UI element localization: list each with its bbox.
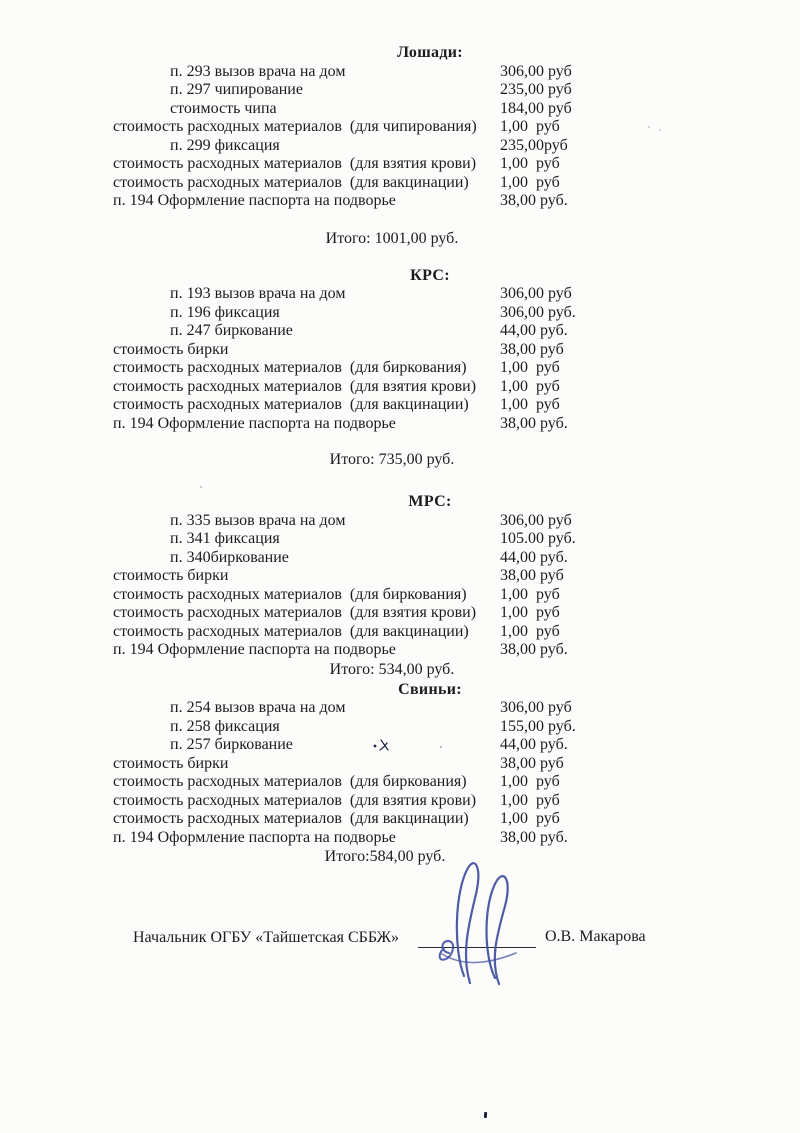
price-row	[0, 359, 800, 378]
row-label: п. 299 фиксация	[170, 136, 280, 154]
scan-artifact-dot	[648, 126, 650, 128]
row-price: 38,00 руб.	[500, 828, 568, 846]
price-row	[0, 63, 800, 82]
row-label: стоимость расходных материалов (для взятия крови)	[113, 377, 477, 395]
price-row	[0, 567, 800, 586]
signatory-title: Начальник ОГБУ «Тайшетская СББЖ»	[133, 929, 399, 946]
row-price: 38,00 руб.	[500, 414, 568, 432]
row-label: п. 194 Оформление паспорта на подворье	[113, 192, 396, 209]
section-title: Лошади:	[397, 44, 463, 61]
row-price: 155,00 руб.	[500, 717, 576, 735]
price-row	[0, 512, 800, 531]
row-label: п. 340биркование	[170, 548, 289, 566]
row-price: 306,00 руб.	[500, 303, 576, 321]
row-label: стоимость расходных материалов (для биркования)	[113, 585, 467, 603]
row-label: п. 341 фиксация	[170, 530, 280, 547]
row-label: стоимость расходных материалов (для чипирования)	[113, 118, 477, 135]
price-row	[0, 396, 800, 415]
price-row	[0, 415, 800, 434]
row-price: 38,00 руб.	[500, 641, 568, 658]
row-price: 1,00 руб	[500, 377, 560, 395]
row-label: стоимость бирки	[113, 567, 229, 584]
price-row	[0, 378, 800, 397]
price-row	[0, 81, 800, 100]
section-horses	[0, 44, 800, 248]
price-row	[0, 530, 800, 549]
row-label: стоимость чипа	[170, 99, 277, 117]
row-label: стоимость расходных материалов (для вакцинации)	[113, 622, 469, 640]
row-price: 1,00 руб	[500, 359, 560, 376]
price-row	[0, 718, 800, 737]
row-price: 44,00 руб.	[500, 736, 568, 753]
price-row	[0, 699, 800, 718]
section-pigs	[0, 681, 800, 867]
row-label: п. 293 вызов врача на дом	[170, 62, 346, 80]
row-price: 184,00 руб	[500, 99, 572, 117]
row-price: 1,00 руб	[500, 118, 560, 135]
row-price: 306,00 руб	[500, 699, 572, 716]
price-row	[0, 118, 800, 137]
row-price: 306,00 руб	[500, 511, 572, 529]
row-label: стоимость расходных материалов (для вакцинации)	[113, 173, 469, 191]
row-price: 1,00 руб	[500, 396, 560, 413]
price-row	[0, 641, 800, 660]
row-price: 235,00руб	[500, 136, 568, 154]
row-price: 44,00 руб.	[500, 322, 568, 339]
row-price: 1,00 руб	[500, 810, 560, 827]
row-price: 1,00 руб	[500, 604, 560, 621]
section-total: Итого: 1001,00 руб.	[325, 229, 459, 247]
scan-artifact-dot	[659, 129, 661, 131]
row-price: 1,00 руб	[500, 173, 560, 191]
price-row	[0, 549, 800, 568]
row-price: 1,00 руб	[500, 585, 560, 603]
price-row	[0, 586, 800, 605]
row-price: 1,00 руб	[500, 155, 560, 172]
row-label: п. 194 Оформление паспорта на подворье	[113, 641, 396, 658]
row-label: стоимость расходных материалов (для биркования)	[113, 359, 467, 376]
row-label: п. 196 фиксация	[170, 303, 280, 321]
price-row	[0, 736, 800, 755]
price-row	[0, 604, 800, 623]
scan-artifact-dot	[200, 486, 202, 488]
row-price: 1,00 руб	[500, 622, 560, 640]
row-label: п. 194 Оформление паспорта на подворье	[113, 414, 396, 432]
row-label: п. 254 вызов врача на дом	[170, 699, 346, 716]
section-small-cattle	[0, 493, 800, 679]
section-total: Итого:584,00 руб.	[324, 848, 446, 865]
scan-artifact-dot	[440, 746, 442, 748]
row-label: стоимость бирки	[113, 340, 229, 358]
row-label: стоимость расходных материалов (для взятия крови)	[113, 791, 477, 809]
section-total: Итого: 735,00 руб.	[329, 451, 455, 468]
row-label: п. 247 биркование	[170, 322, 293, 339]
price-row	[0, 810, 800, 829]
row-price: 105.00 руб.	[500, 530, 576, 547]
price-row	[0, 304, 800, 323]
price-row	[0, 192, 800, 211]
row-price: 1,00 руб	[500, 791, 560, 809]
scan-artifact-speck	[484, 1112, 487, 1118]
section-title: МРС:	[408, 493, 452, 510]
row-price: 306,00 руб	[500, 62, 572, 80]
row-price: 44,00 руб.	[500, 548, 568, 566]
price-row	[0, 341, 800, 360]
row-price: 38,00 руб	[500, 754, 564, 772]
row-price: 235,00 руб	[500, 81, 572, 98]
price-row	[0, 829, 800, 848]
price-row	[0, 623, 800, 642]
price-row	[0, 155, 800, 174]
price-row	[0, 322, 800, 341]
price-list	[0, 44, 800, 866]
section-total: Итого: 534,00 руб.	[329, 660, 455, 678]
row-price: 306,00 руб	[500, 285, 572, 302]
handwritten-signature-ink	[428, 856, 528, 988]
row-price: 1,00 руб	[500, 773, 560, 790]
price-row	[0, 174, 800, 193]
pen-scribble-mark	[372, 737, 396, 752]
row-label: стоимость бирки	[113, 754, 229, 772]
row-label: стоимость расходных материалов (для вакцинации)	[113, 396, 469, 413]
signatory-name: О.В. Макарова	[545, 928, 646, 945]
price-row	[0, 755, 800, 774]
row-label: п. 258 фиксация	[170, 717, 280, 735]
row-label: п. 335 вызов врача на дом	[170, 511, 346, 529]
row-label: стоимость расходных материалов (для взятия крови)	[113, 604, 477, 621]
row-label: п. 194 Оформление паспорта на подворье	[113, 828, 396, 846]
price-row	[0, 285, 800, 304]
row-price: 38,00 руб	[500, 567, 564, 584]
section-title: КРС:	[410, 266, 450, 284]
section-title: Свиньи:	[398, 680, 462, 698]
row-label: п. 297 чипирование	[170, 81, 303, 98]
row-label: стоимость расходных материалов (для взятия крови)	[113, 155, 477, 172]
row-label: п. 257 биркование	[170, 736, 293, 753]
price-row	[0, 100, 800, 119]
price-row	[0, 792, 800, 811]
row-label: стоимость расходных материалов (для биркования)	[113, 773, 467, 790]
row-price: 38,00 руб.	[500, 192, 568, 209]
price-row	[0, 137, 800, 156]
price-row	[0, 773, 800, 792]
row-price: 38,00 руб	[500, 340, 564, 358]
row-label: п. 193 вызов врача на дом	[170, 285, 346, 302]
row-label: стоимость расходных материалов (для вакцинации)	[113, 810, 469, 827]
section-cattle	[0, 267, 800, 470]
